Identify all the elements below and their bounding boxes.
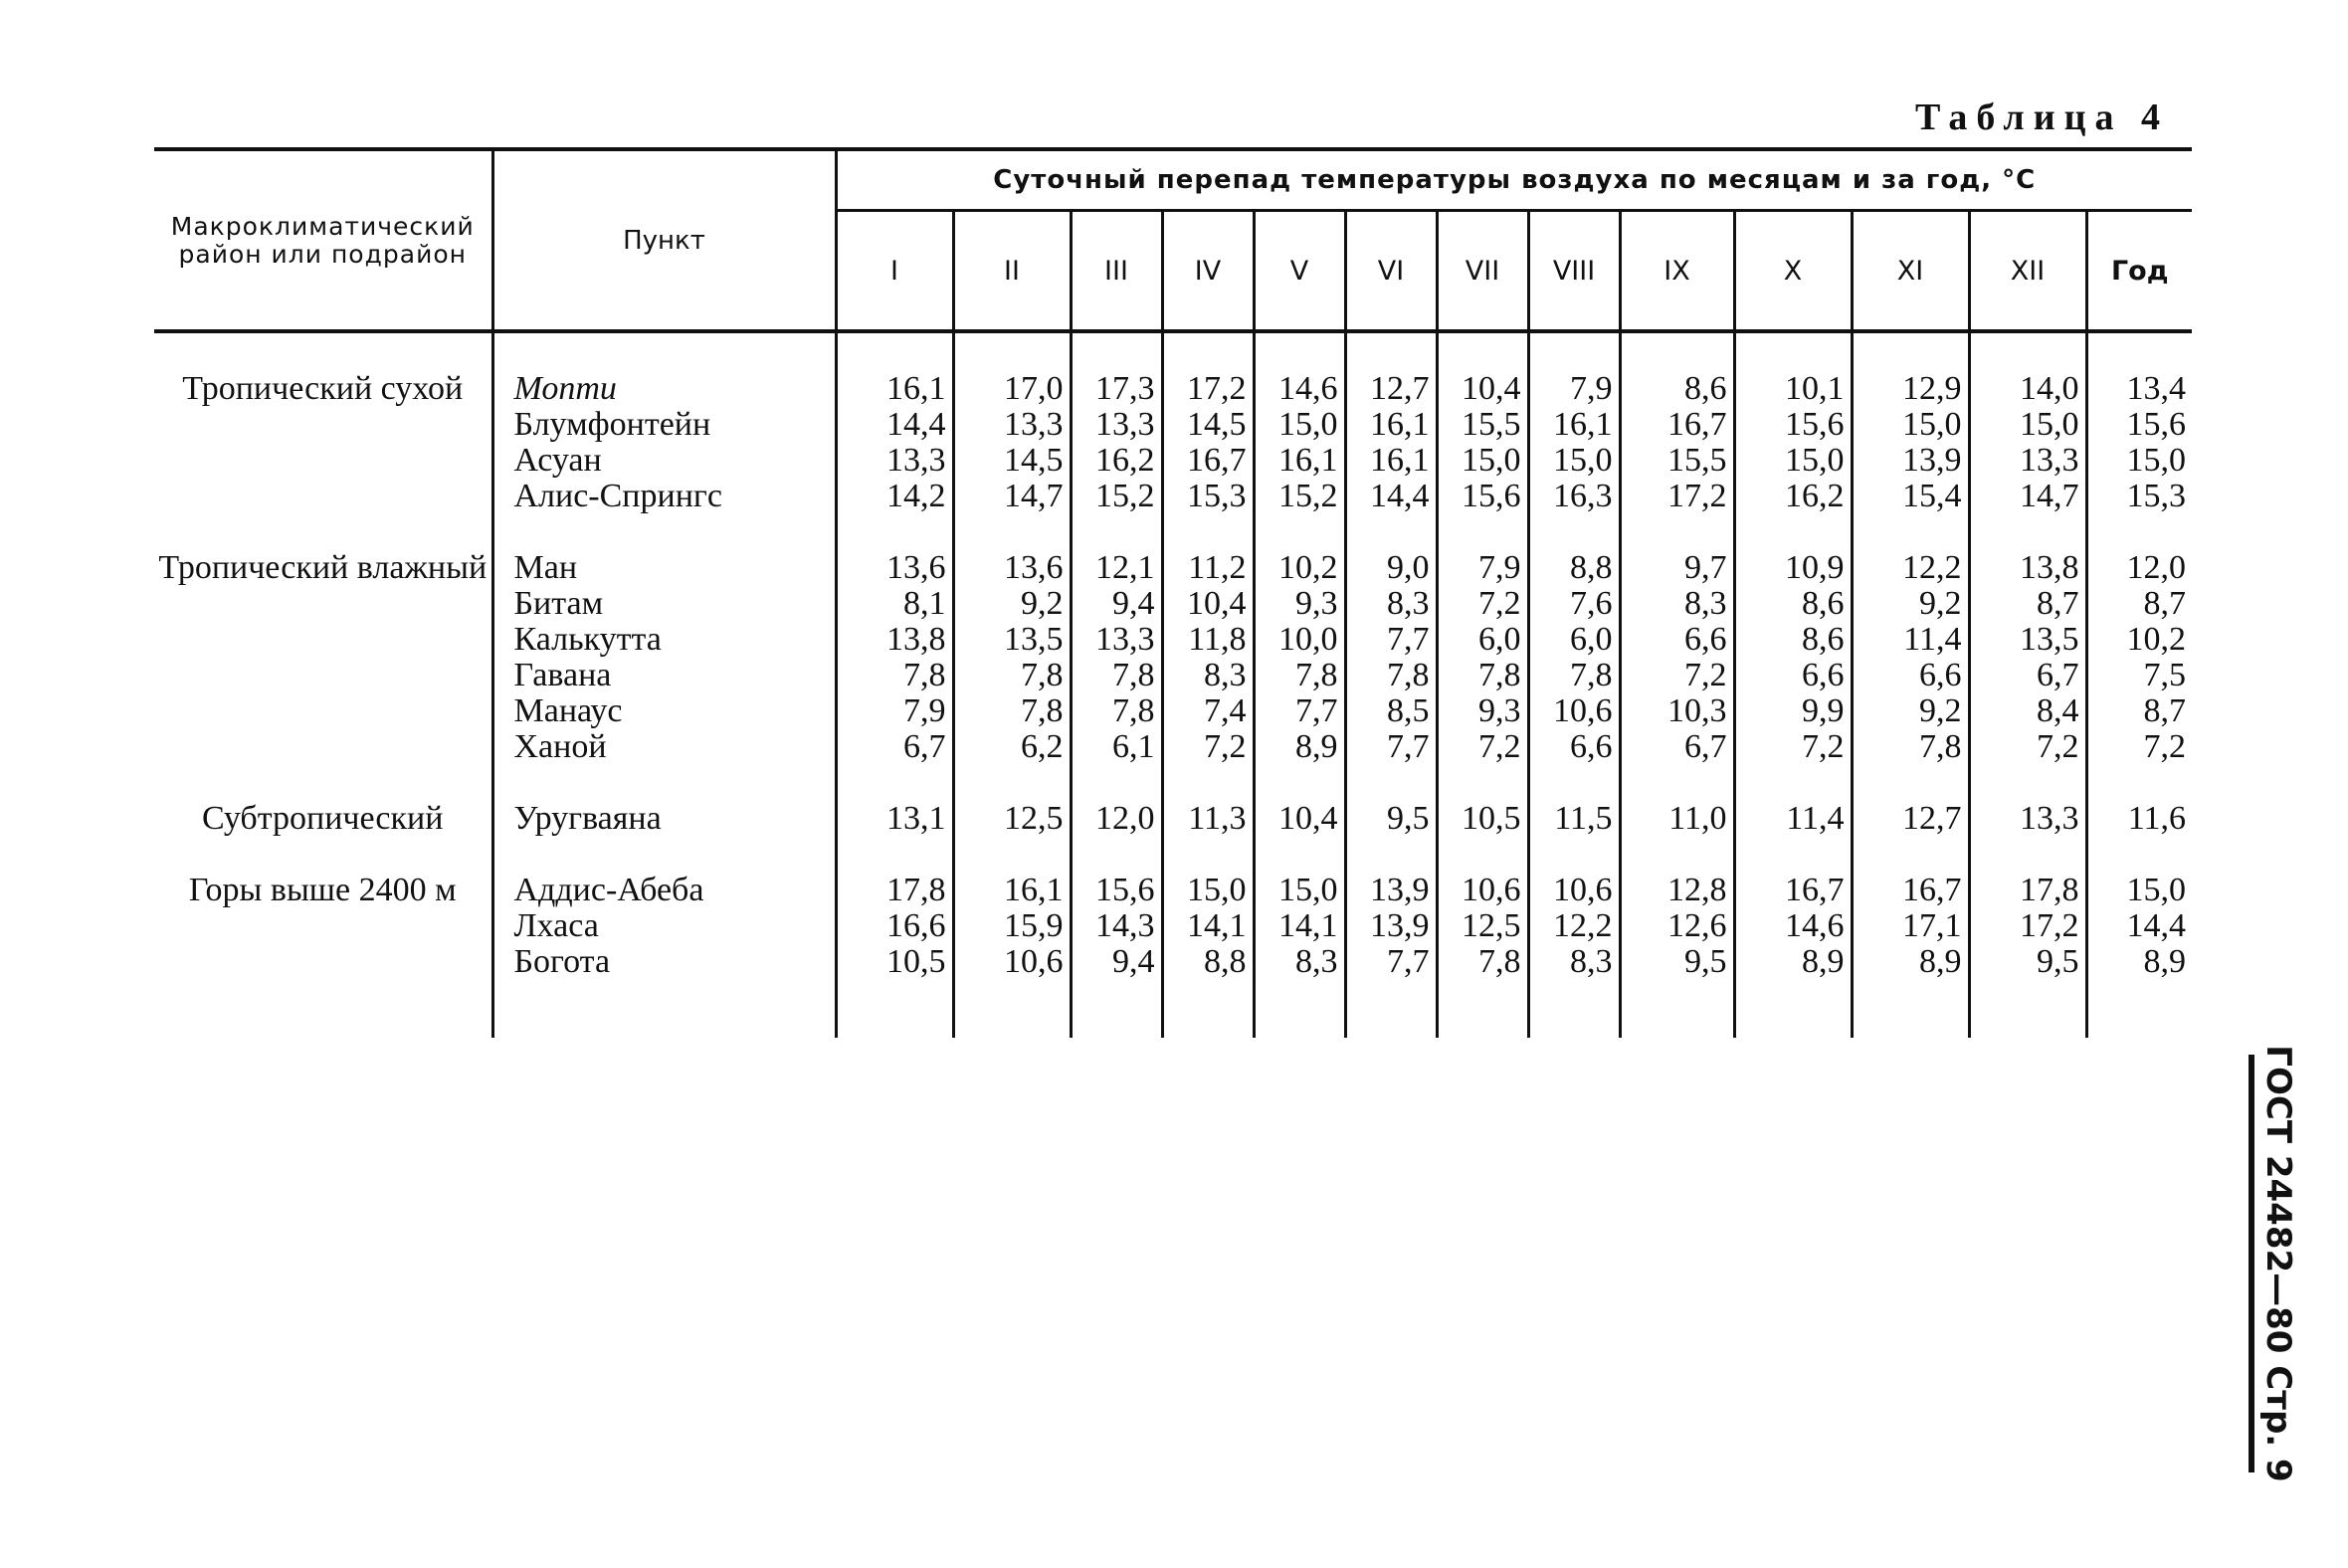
value-cell: 15,0 14,1 8,3 bbox=[1254, 837, 1345, 980]
value-cell: 12,7 bbox=[1852, 765, 1969, 837]
value-cell: 16,1 15,9 10,6 bbox=[953, 837, 1071, 980]
table-row bbox=[154, 331, 2192, 514]
region-cell: Тропический влажный bbox=[158, 549, 488, 586]
filler-cell bbox=[2086, 980, 2192, 1038]
value-cell: 11,5 bbox=[1528, 765, 1620, 837]
station-name: Богота bbox=[513, 943, 611, 980]
value-cell: 11,3 bbox=[1162, 765, 1254, 837]
header-month: XI bbox=[1852, 211, 1969, 332]
gost-page-label: ГОСТ 24482—80 Стр. 9 bbox=[2258, 1045, 2298, 1482]
value-cell: 12,0 bbox=[1071, 765, 1162, 837]
station-cell bbox=[492, 765, 836, 837]
station-name: Блумфонтейн bbox=[513, 406, 711, 443]
region-cell: Тропический сухой bbox=[182, 370, 464, 407]
station-name: Асуан bbox=[513, 442, 602, 479]
value-cell: 17,8 17,2 9,5 bbox=[1969, 837, 2086, 980]
station-name: Лхаса bbox=[513, 907, 599, 944]
value-cell: 17,2 14,5 16,7 15,3 bbox=[1162, 331, 1254, 514]
filler-cell bbox=[1345, 980, 1437, 1038]
station-name: Ханой bbox=[513, 728, 607, 765]
value-cell: 16,7 14,6 8,9 bbox=[1734, 837, 1852, 980]
value-cell: 13,9 13,9 7,7 bbox=[1345, 837, 1437, 980]
value-cell: 8,8 7,6 6,0 7,8 10,6 6,6 bbox=[1528, 514, 1620, 765]
header-month: X bbox=[1734, 211, 1852, 332]
filler-cell bbox=[1162, 980, 1254, 1038]
filler-cell bbox=[1620, 980, 1734, 1038]
value-cell: 11,0 bbox=[1620, 765, 1734, 837]
table-body bbox=[154, 331, 2192, 1038]
value-cell: 16,1 14,4 13,3 14,2 bbox=[836, 331, 953, 514]
filler-cell bbox=[1852, 980, 1969, 1038]
table-row bbox=[154, 837, 2192, 980]
value-cell: 8,6 16,7 15,5 17,2 bbox=[1620, 331, 1734, 514]
header-year: Год bbox=[2086, 211, 2192, 332]
table-row bbox=[154, 765, 2192, 837]
station-name: Аддис-Абеба bbox=[513, 872, 704, 908]
header-month: IV bbox=[1162, 211, 1254, 332]
station-name: Уругваяна bbox=[513, 800, 662, 837]
header-month: VII bbox=[1437, 211, 1528, 332]
station-cell bbox=[492, 331, 836, 514]
value-cell: 11,4 bbox=[1734, 765, 1852, 837]
value-cell: 10,4 bbox=[1254, 765, 1345, 837]
value-cell: 12,8 12,6 9,5 bbox=[1620, 837, 1734, 980]
station-name: Манаус bbox=[513, 692, 623, 729]
filler-cell bbox=[1254, 980, 1345, 1038]
filler-cell bbox=[1734, 980, 1852, 1038]
header-span: Суточный перепад температуры воздуха по месяцам и за год, °С bbox=[836, 149, 2192, 211]
filler-cell bbox=[154, 980, 492, 1038]
side-footer bbox=[2249, 1045, 2308, 1482]
station-name: Алис-Спрингс bbox=[513, 478, 722, 514]
table-row bbox=[154, 514, 2192, 765]
value-cell: 12,7 16,1 16,1 14,4 bbox=[1345, 331, 1437, 514]
value-cell: 10,6 12,5 7,8 bbox=[1437, 837, 1528, 980]
station-cell bbox=[492, 514, 836, 765]
value-cell: 12,1 9,4 13,3 7,8 7,8 6,1 bbox=[1071, 514, 1162, 765]
value-cell: 13,4 15,6 15,0 15,3 bbox=[2086, 331, 2192, 514]
filler-cell bbox=[1528, 980, 1620, 1038]
header-month: I bbox=[836, 211, 953, 332]
value-cell: 9,5 bbox=[1345, 765, 1437, 837]
region-cell: Горы выше 2400 м bbox=[188, 872, 457, 908]
table-caption: Таблица 4 bbox=[1914, 97, 2169, 138]
value-cell: 13,1 bbox=[836, 765, 953, 837]
filler-cell bbox=[953, 980, 1071, 1038]
header-month: XII bbox=[1969, 211, 2086, 332]
value-cell: 15,0 14,4 8,9 bbox=[2086, 837, 2192, 980]
value-cell: 14,6 15,0 16,1 15,2 bbox=[1254, 331, 1345, 514]
value-cell: 12,9 15,0 13,9 15,4 bbox=[1852, 331, 1969, 514]
value-cell: 11,2 10,4 11,8 8,3 7,4 7,2 bbox=[1162, 514, 1254, 765]
value-cell: 7,9 7,2 6,0 7,8 9,3 7,2 bbox=[1437, 514, 1528, 765]
value-cell: 9,7 8,3 6,6 7,2 10,3 6,7 bbox=[1620, 514, 1734, 765]
station-name: Ман bbox=[513, 549, 578, 586]
header-month: VIII bbox=[1528, 211, 1620, 332]
temperature-range-table bbox=[154, 147, 2192, 1038]
value-cell: 17,0 13,3 14,5 14,7 bbox=[953, 331, 1071, 514]
value-cell: 10,2 9,3 10,0 7,8 7,7 8,9 bbox=[1254, 514, 1345, 765]
value-cell: 12,5 bbox=[953, 765, 1071, 837]
header-month: V bbox=[1254, 211, 1345, 332]
value-cell: 13,8 8,7 13,5 6,7 8,4 7,2 bbox=[1969, 514, 2086, 765]
filler-cell bbox=[1437, 980, 1528, 1038]
value-cell: 12,2 9,2 11,4 6,6 9,2 7,8 bbox=[1852, 514, 1969, 765]
filler-cell bbox=[1071, 980, 1162, 1038]
value-cell: 7,9 16,1 15,0 16,3 bbox=[1528, 331, 1620, 514]
value-cell: 16,7 17,1 8,9 bbox=[1852, 837, 1969, 980]
value-cell: 17,8 16,6 10,5 bbox=[836, 837, 953, 980]
value-cell: 10,4 15,5 15,0 15,6 bbox=[1437, 331, 1528, 514]
value-cell: 10,9 8,6 8,6 6,6 9,9 7,2 bbox=[1734, 514, 1852, 765]
value-cell: 13,3 bbox=[1969, 765, 2086, 837]
filler-cell bbox=[1969, 980, 2086, 1038]
value-cell: 10,1 15,6 15,0 16,2 bbox=[1734, 331, 1852, 514]
header-month: VI bbox=[1345, 211, 1437, 332]
region-cell: Субтропический bbox=[202, 800, 444, 837]
side-rule bbox=[2249, 1055, 2254, 1472]
data-table-frame bbox=[154, 147, 2192, 1038]
station-cell bbox=[492, 837, 836, 980]
value-cell: 9,0 8,3 7,7 7,8 8,5 7,7 bbox=[1345, 514, 1437, 765]
filler-cell bbox=[492, 980, 836, 1038]
table-filler-row bbox=[154, 980, 2192, 1038]
value-cell: 13,6 9,2 13,5 7,8 7,8 6,2 bbox=[953, 514, 1071, 765]
value-cell: 15,6 14,3 9,4 bbox=[1071, 837, 1162, 980]
value-cell: 10,5 bbox=[1437, 765, 1528, 837]
station-name: Битам bbox=[513, 585, 604, 622]
header-month: II bbox=[953, 211, 1071, 332]
header-month: IX bbox=[1620, 211, 1734, 332]
station-name: Гавана bbox=[513, 657, 612, 693]
value-cell: 17,3 13,3 16,2 15,2 bbox=[1071, 331, 1162, 514]
value-cell: 12,0 8,7 10,2 7,5 8,7 7,2 bbox=[2086, 514, 2192, 765]
header-month: III bbox=[1071, 211, 1162, 332]
header-station: Пункт bbox=[492, 149, 836, 331]
station-name: Калькутта bbox=[513, 621, 662, 658]
table-header bbox=[154, 149, 2192, 331]
value-cell: 15,0 14,1 8,8 bbox=[1162, 837, 1254, 980]
value-cell: 10,6 12,2 8,3 bbox=[1528, 837, 1620, 980]
header-region: Макроклиматический район или подрайон bbox=[170, 211, 475, 269]
value-cell: 14,0 15,0 13,3 14,7 bbox=[1969, 331, 2086, 514]
value-cell: 11,6 bbox=[2086, 765, 2192, 837]
filler-cell bbox=[836, 980, 953, 1038]
value-cell: 13,6 8,1 13,8 7,8 7,9 6,7 bbox=[836, 514, 953, 765]
station-name: Мопти bbox=[513, 370, 617, 407]
